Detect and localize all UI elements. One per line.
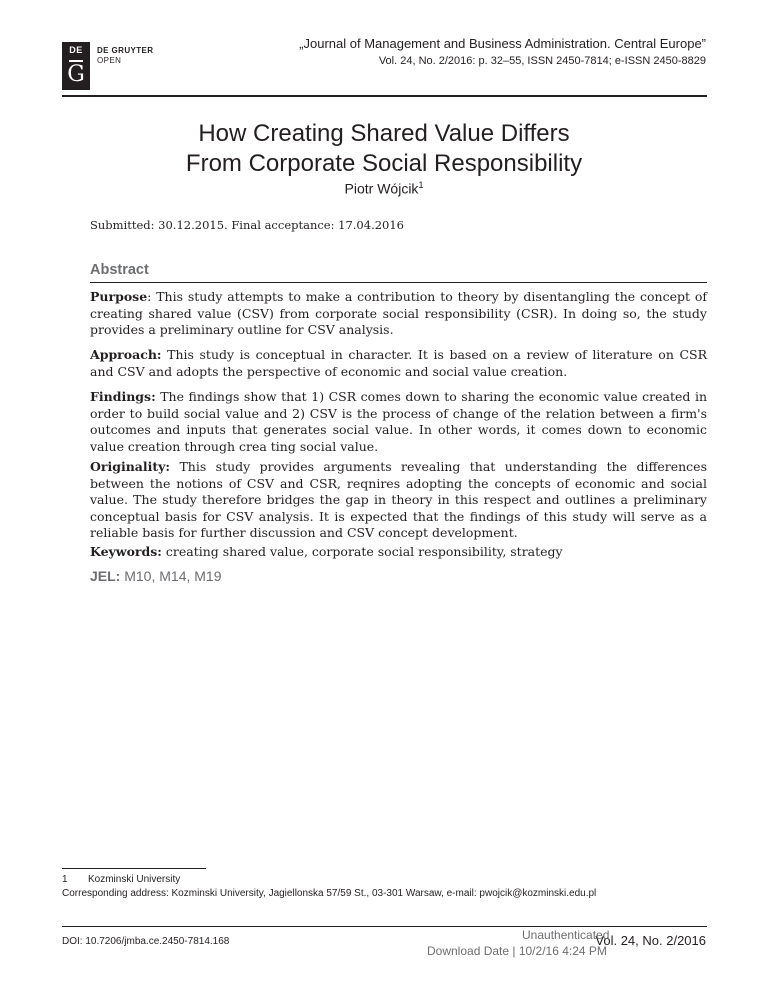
volume-info: Vol. 24, No. 2/2016: p. 32–55, ISSN 2450-7814; e-ISSN 2450-8829 bbox=[378, 55, 706, 67]
footnote-divider bbox=[62, 868, 206, 869]
author-name: Piotr Wójcik bbox=[344, 180, 419, 197]
keywords-label: Keywords: bbox=[90, 544, 162, 559]
logo-de-text: DE bbox=[69, 45, 83, 55]
abstract-findings bbox=[90, 389, 707, 455]
abstract-keywords bbox=[90, 544, 707, 561]
footnote-affiliation bbox=[62, 874, 180, 885]
logo-g-text: G bbox=[67, 62, 85, 87]
brand-name: DE GRUYTER bbox=[97, 46, 154, 55]
watermark-download-date: Download Date | 10/2/16 4:24 PM bbox=[427, 944, 607, 958]
header-divider bbox=[62, 95, 707, 97]
article-title bbox=[0, 119, 768, 179]
abstract-purpose bbox=[90, 289, 707, 339]
jel-text: M10, M14, M19 bbox=[120, 568, 222, 584]
approach-label: Approach: bbox=[90, 347, 162, 362]
author-line bbox=[0, 180, 768, 197]
abstract-heading: Abstract bbox=[90, 262, 149, 278]
title-line-1: How Creating Shared Value Differs bbox=[198, 120, 570, 147]
abstract-approach bbox=[90, 347, 707, 380]
purpose-text: : This study attempts to make a contribution to theory by disentangling the concept of creating shared value (CSV) from corporate social responsibility (CSR). In doing so, the study provides a preliminary outline for CSV analysis. bbox=[90, 289, 707, 337]
footer-divider bbox=[62, 926, 707, 927]
watermark-unauthenticated: Unauthenticated bbox=[522, 928, 610, 942]
jel-label: JEL: bbox=[90, 568, 121, 584]
journal-name: „Journal of Management and Business Administration. Central Europe” bbox=[299, 36, 706, 51]
publisher-brand bbox=[97, 46, 153, 66]
purpose-label: Purpose bbox=[90, 289, 148, 304]
originality-label: Originality: bbox=[90, 459, 171, 474]
originality-text: This study provides arguments revealing that understanding the differences between the notions of CSV and CSR, reqnires adopting the concepts of economic and social value. The study therefore bridges the gap in theory in this respect and outlines a preliminary conceptual basis for CSV analysis. It is expected that the findings of this study will serve as a reliable basis for further discussion and CSV concept development. bbox=[90, 459, 707, 540]
abstract-divider bbox=[90, 282, 707, 283]
title-line-2: From Corporate Social Responsibility bbox=[185, 150, 583, 177]
affiliation-text: Kozminski University bbox=[88, 874, 181, 885]
author-footnote-mark: 1 bbox=[418, 180, 424, 190]
approach-text: This study is conceptual in character. It is based on a review of literature on CSR and CSV and adopts the perspective of economic and social value creation. bbox=[90, 347, 707, 379]
footnote-number: 1 bbox=[62, 874, 68, 885]
brand-subname: OPEN bbox=[97, 56, 122, 65]
keywords-text: creating shared value, corporate social responsibility, strategy bbox=[161, 544, 563, 559]
submission-dates: Submitted: 30.12.2015. Final acceptance: 17.04.2016 bbox=[90, 218, 404, 232]
corresponding-address: Corresponding address: Kozminski University, Jagiellonska 57/59 St., 03-301 Warsaw, e-mail: pwojcik@kozminski.edu.pl bbox=[62, 888, 597, 899]
findings-label: Findings: bbox=[90, 389, 156, 404]
publisher-logo-mark bbox=[62, 42, 90, 90]
jel-codes bbox=[90, 568, 222, 584]
findings-text: The findings show that 1) CSR comes down to sharing the economic value created in order to build social value and 2) CSV is the process of change of the relation between a firm's outcomes and inputs that generates social value. In other words, it comes down to economic value creation through crea ting social value. bbox=[90, 389, 707, 454]
footer-volume: Vol. 24, No. 2/2016 bbox=[595, 933, 706, 948]
doi: DOI: 10.7206/jmba.ce.2450-7814.168 bbox=[62, 936, 230, 947]
abstract-originality bbox=[90, 459, 707, 542]
